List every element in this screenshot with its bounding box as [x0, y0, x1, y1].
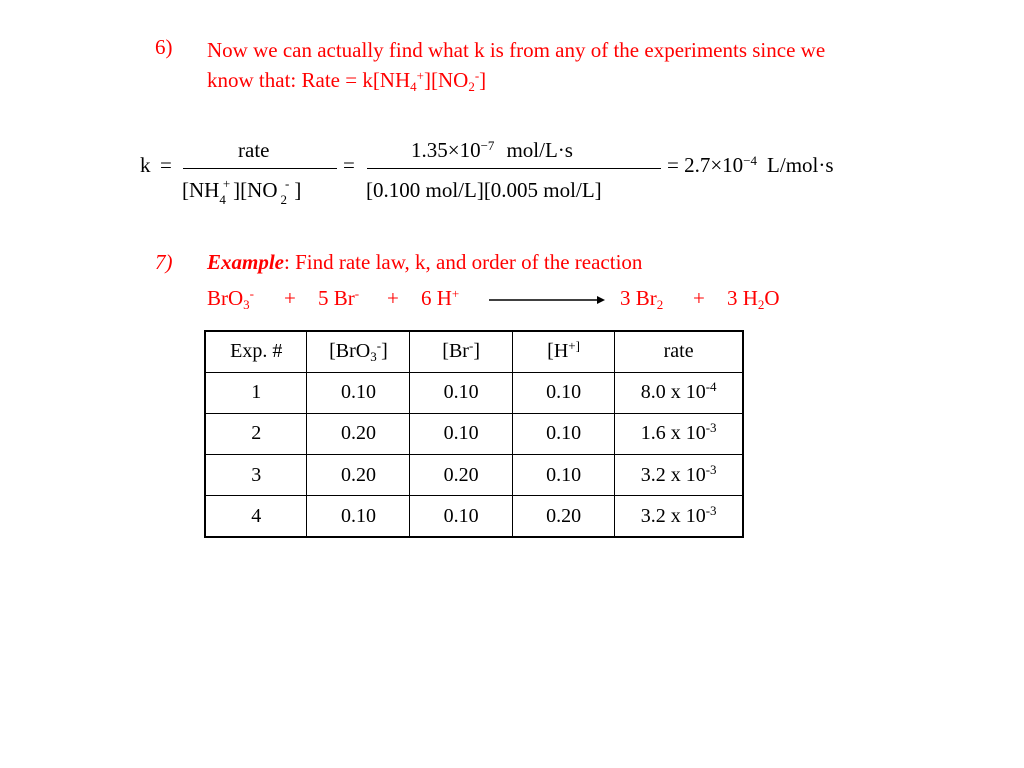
cell-rate [615, 413, 743, 454]
result-exponent: −4 [743, 153, 758, 168]
plus-2: + [387, 286, 399, 310]
chemical-reaction [207, 286, 807, 316]
rate-exponent: -3 [705, 502, 717, 518]
nh4-charge: + [416, 68, 424, 83]
den1-sub-2: 2 [280, 192, 287, 207]
cell-exp: 1 [205, 372, 307, 413]
h-charge: + [451, 286, 460, 301]
rate-exponent: -3 [705, 420, 717, 436]
cell-bro3: 0.10 [307, 372, 410, 413]
header-bro3-text: [BrO [329, 340, 371, 363]
fraction-2-denominator: [0.100 mol/L][0.005 mol/L] [366, 178, 602, 202]
cell-h: 0.10 [512, 455, 614, 496]
rate-data-table [204, 330, 744, 538]
cell-bro3: 0.20 [307, 413, 410, 454]
equals-3: = [667, 153, 679, 177]
cell-bro3: 0.10 [307, 496, 410, 537]
product-h2o [727, 286, 780, 311]
reaction-arrow-icon [489, 294, 605, 306]
reactant-h [421, 286, 459, 311]
result-units: L/mol·s [767, 153, 834, 177]
bro3-text: BrO [207, 286, 244, 310]
cell-rate [615, 455, 743, 496]
nh4-subscript: 4 [410, 79, 417, 94]
cell-br: 0.20 [410, 455, 512, 496]
h-text: 6 H [421, 286, 452, 310]
cell-h: 0.10 [512, 413, 614, 454]
num2-exponent: −7 [480, 138, 495, 153]
header-h-charge: +] [568, 338, 580, 354]
cell-exp: 3 [205, 455, 307, 496]
reactant-br [318, 286, 359, 311]
den1-nh: [NH [182, 178, 220, 202]
cell-rate [615, 372, 743, 413]
no2-charge: - [474, 68, 480, 83]
item-6-line-1: Now we can actually find what k is from any of the experiments since we [207, 38, 826, 62]
equation-k: k [140, 153, 151, 177]
fraction-2-bar [367, 168, 661, 169]
h2o-h: 3 H [727, 286, 758, 310]
plus-3: + [693, 286, 705, 310]
rate-law-mid: ][NO [423, 68, 469, 92]
br-charge: - [354, 286, 360, 301]
table-row [205, 413, 743, 454]
plus-1: + [284, 286, 296, 310]
cell-h: 0.20 [512, 496, 614, 537]
fraction-1-numerator: rate [238, 138, 270, 162]
cell-br: 0.10 [410, 372, 512, 413]
br2-text: 3 Br [620, 286, 657, 310]
item-7-number: 7) [155, 250, 173, 274]
header-bro3-subscript: 3 [370, 349, 377, 365]
den1-close: ] [294, 178, 302, 202]
fraction-1-bar [183, 168, 337, 169]
br-text: 5 Br [318, 286, 355, 310]
reactant-bro3 [207, 286, 254, 311]
rate-base: 3.2 x 10 [640, 504, 706, 527]
den1-minus: - [285, 176, 290, 191]
num2-value: 1.35×10 [411, 138, 481, 162]
h2o-subscript: 2 [757, 297, 765, 312]
example-label: Example [207, 250, 284, 274]
table-row [205, 455, 743, 496]
header-br-charge: - [468, 338, 474, 354]
rate-law-prefix: know that: Rate = k[NH [207, 68, 411, 92]
rate-exponent: -4 [705, 379, 717, 395]
result-value: 2.7×10 [684, 153, 744, 177]
cell-h: 0.10 [512, 372, 614, 413]
rate-base: 8.0 x 10 [640, 381, 706, 404]
cell-exp: 4 [205, 496, 307, 537]
header-br-text: [Br [442, 340, 469, 363]
product-br2 [620, 286, 663, 311]
header-bro3-charge: - [376, 338, 382, 354]
fraction-1-denominator [182, 176, 302, 207]
rate-law-end: ] [479, 68, 487, 92]
equation-equals-3 [667, 153, 834, 178]
br2-subscript: 2 [656, 297, 664, 312]
header-br [410, 331, 512, 372]
table-row [205, 372, 743, 413]
den1-sub-4: 4 [219, 192, 226, 207]
header-h-text: [H [547, 340, 569, 363]
table-row [205, 496, 743, 537]
rate-constant-equation [0, 0, 1024, 230]
num2-units: mol/L·s [506, 138, 573, 162]
cell-bro3: 0.20 [307, 455, 410, 496]
bro3-subscript: 3 [243, 297, 250, 312]
rate-base: 1.6 x 10 [640, 422, 706, 445]
item-7-description: : Find rate law, k, and order of the reaction [284, 250, 643, 274]
rate-exponent: -3 [705, 461, 717, 477]
item-7-text [207, 250, 642, 275]
den1-no: ][NO [233, 178, 278, 202]
table-header-row [205, 331, 743, 372]
equation-equals-1: = [160, 153, 172, 177]
h2o-o: O [764, 286, 780, 310]
cell-exp: 2 [205, 413, 307, 454]
rate-base: 3.2 x 10 [640, 463, 706, 486]
header-rate: rate [615, 331, 743, 372]
header-bro3 [307, 331, 410, 372]
no2-subscript: 2 [468, 79, 475, 94]
header-br-close: ] [473, 340, 480, 363]
cell-br: 0.10 [410, 413, 512, 454]
item-6-number: 6) [155, 35, 173, 59]
cell-br: 0.10 [410, 496, 512, 537]
header-h [512, 331, 614, 372]
header-exp: Exp. # [205, 331, 307, 372]
den1-plus: + [222, 176, 231, 191]
cell-rate [615, 496, 743, 537]
equation-equals-2: = [343, 153, 355, 177]
fraction-2-numerator [411, 138, 573, 163]
header-bro3-close: ] [381, 340, 388, 363]
bro3-charge: - [249, 286, 255, 301]
